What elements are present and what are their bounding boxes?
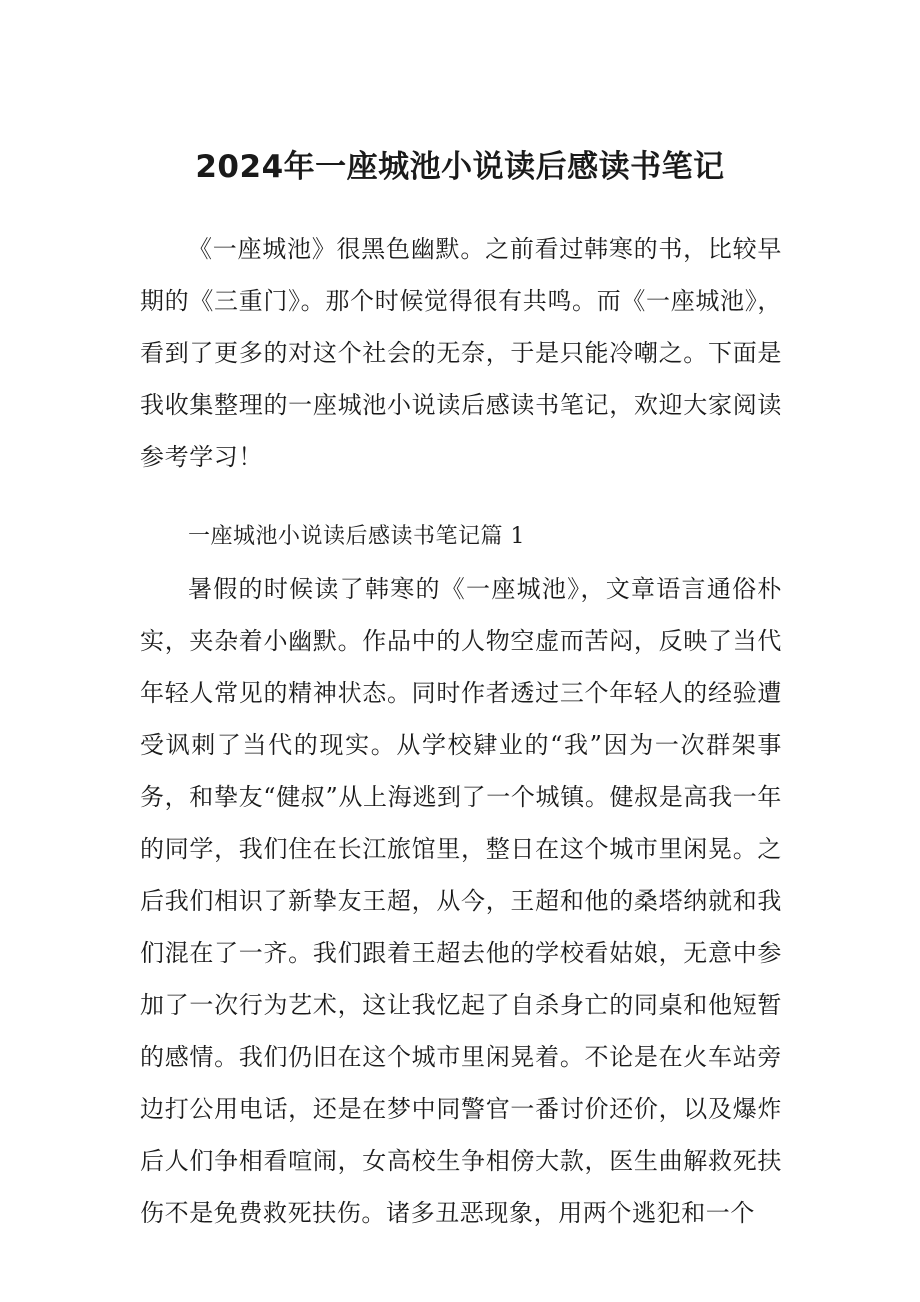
section-body-paragraph: 暑假的时候读了韩寒的《一座城池》，文章语言通俗朴实，夹杂着小幽默。作品中的人物空虚而苦闷，反映了当代年轻人常见的精神状态。同时作者透过三个年轻人的经验遭受讽刺了当代的现实。从学校肄业的“我”因为一次群架事务，和挚友“健叔”从上海逃到了一个城镇。健叔是高我一年的同学，我们住在长江旅馆里，整日在这个城市里闲晃。之后我们相识了新挚友王超，从今，王超和他的桑塔纳就和我们混在了一齐。我们跟着王超去他的学校看姑娘，无意中参加了一次行为艺术，这让我忆起了自杀身亡的同桌和他短暂的感情。我们仍旧在这个城市里闲晃着。不论是在火车站旁边打公用电话，还是在梦中同警官一番讨价还价，以及爆炸后人们争相看喧闹，女高校生争相傍大款，医生曲解救死扶伤不是免费救死扶伤。诸多丑恶现象，用两个逃犯和一个	[140, 575, 782, 1227]
intro-paragraph: 《一座城池》很黑色幽默。之前看过韩寒的书，比较早期的《三重门》。那个时候觉得很有共鸣。而《一座城池》，看到了更多的对这个社会的无奈，于是只能冷嘲之。下面是我收集整理的一座城池小说读后感读书笔记，欢迎大家阅读参考学习！	[140, 235, 782, 471]
document-title: 2024年一座城池小说读后感读书笔记	[195, 149, 725, 185]
section-heading: 一座城池小说读后感读书笔记篇 1	[188, 524, 525, 549]
